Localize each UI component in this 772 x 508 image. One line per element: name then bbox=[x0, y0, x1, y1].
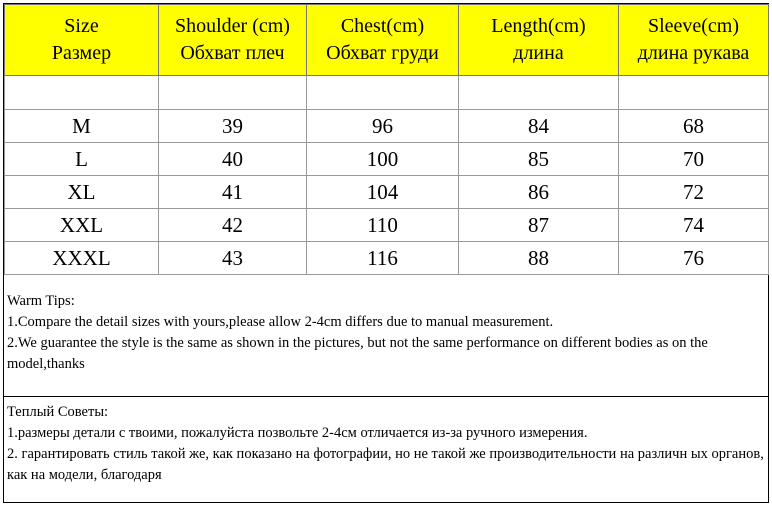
table-cell: 43 bbox=[159, 242, 307, 275]
header-length bbox=[459, 5, 619, 76]
warm-tips-russian bbox=[4, 396, 768, 486]
table-row bbox=[5, 176, 769, 209]
header-label-en: Length(cm) bbox=[491, 15, 586, 37]
header-label-en: Size bbox=[64, 15, 99, 37]
header-label-ru: Обхват плеч bbox=[180, 42, 285, 64]
header-sleeve bbox=[619, 5, 769, 76]
table-cell: 87 bbox=[459, 209, 619, 242]
table-cell bbox=[5, 76, 159, 110]
tips-line: 2.We guarantee the style is the same as shown in the pictures, but not the same performance on different bodies as on the model,thanks bbox=[7, 335, 708, 372]
table-cell: 39 bbox=[159, 110, 307, 143]
table-cell bbox=[307, 76, 459, 110]
header-label-en: Shoulder (cm) bbox=[175, 15, 290, 37]
table-cell: 85 bbox=[459, 143, 619, 176]
header-shoulder bbox=[159, 5, 307, 76]
table-row bbox=[5, 110, 769, 143]
table-cell: 116 bbox=[307, 242, 459, 275]
table-cell: 96 bbox=[307, 110, 459, 143]
tips-title: Теплый Советы: bbox=[7, 404, 109, 420]
header-label-ru: длина рукава bbox=[637, 42, 750, 64]
header-label-en: Chest(cm) bbox=[340, 15, 425, 37]
table-cell: XXL bbox=[5, 209, 159, 242]
table-cell: 40 bbox=[159, 143, 307, 176]
size-table bbox=[4, 4, 769, 275]
table-cell: 88 bbox=[459, 242, 619, 275]
table-cell: 42 bbox=[159, 209, 307, 242]
table-cell bbox=[459, 76, 619, 110]
tips-line: 1.Compare the detail sizes with yours,please allow 2-4cm differs due to manual measurement. bbox=[7, 314, 554, 330]
table-cell: XL bbox=[5, 176, 159, 209]
table-cell: 84 bbox=[459, 110, 619, 143]
header-label-en: Sleeve(cm) bbox=[647, 15, 740, 37]
table-cell bbox=[619, 76, 769, 110]
header-label-ru: Обхват груди bbox=[326, 42, 439, 64]
size-chart-sheet bbox=[3, 3, 769, 503]
table-cell: 68 bbox=[619, 110, 769, 143]
table-cell: 110 bbox=[307, 209, 459, 242]
table-cell: 74 bbox=[619, 209, 769, 242]
table-cell: 70 bbox=[619, 143, 769, 176]
table-row bbox=[5, 242, 769, 275]
table-cell: 100 bbox=[307, 143, 459, 176]
table-cell: 76 bbox=[619, 242, 769, 275]
table-cell: 41 bbox=[159, 176, 307, 209]
tips-line: 2. гарантировать стиль такой же, как показано на фотографии, но не такой же производительности на различн ых органов, как на модели, благодаря bbox=[7, 446, 764, 483]
warm-tips-english bbox=[4, 291, 768, 375]
table-cell: L bbox=[5, 143, 159, 176]
table-cell: 104 bbox=[307, 176, 459, 209]
header-label-ru: длина bbox=[513, 42, 564, 64]
table-cell: XXXL bbox=[5, 242, 159, 275]
tips-title: Warm Tips: bbox=[7, 293, 75, 309]
header-label-ru: Размер bbox=[51, 42, 112, 64]
table-cell: 86 bbox=[459, 176, 619, 209]
table-header-row bbox=[5, 5, 769, 76]
table-cell bbox=[159, 76, 307, 110]
table-row bbox=[5, 143, 769, 176]
table-spacer-row bbox=[5, 76, 769, 110]
table-row bbox=[5, 209, 769, 242]
header-size bbox=[5, 5, 159, 76]
table-cell: 72 bbox=[619, 176, 769, 209]
header-chest bbox=[307, 5, 459, 76]
table-cell: M bbox=[5, 110, 159, 143]
tips-line: 1.размеры детали с твоими, пожалуйста позвольте 2-4см отличается из-за ручного измерения. bbox=[7, 425, 588, 441]
